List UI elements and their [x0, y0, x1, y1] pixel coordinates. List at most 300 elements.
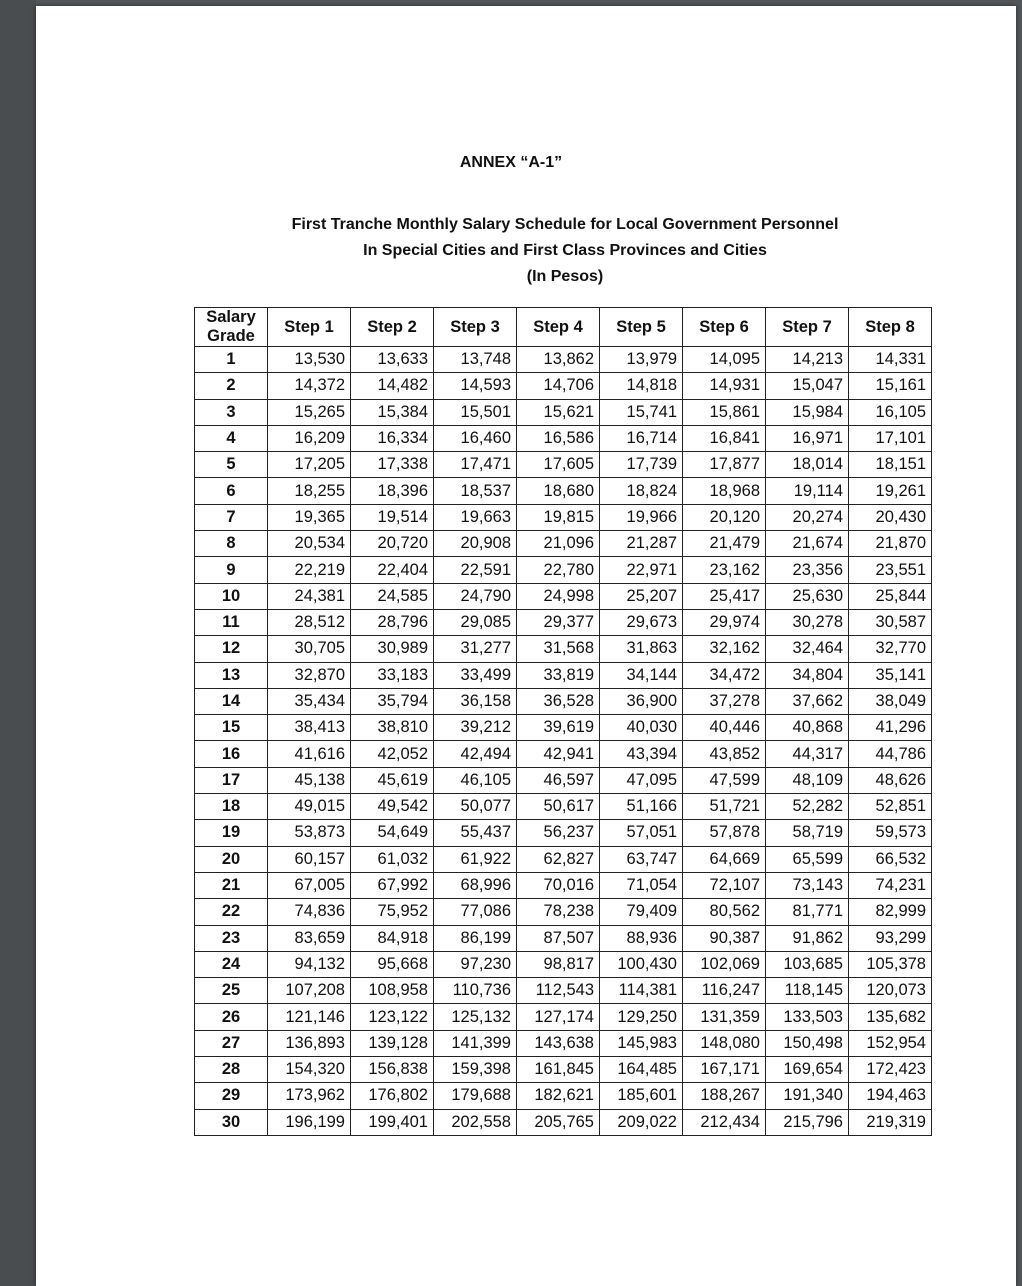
salary-value-cell: 17,739: [600, 452, 683, 478]
salary-value-cell: 179,688: [434, 1083, 517, 1109]
salary-value-cell: 107,208: [268, 978, 351, 1004]
salary-grade-cell: 5: [195, 452, 268, 478]
salary-value-cell: 63,747: [600, 846, 683, 872]
salary-value-cell: 13,530: [268, 347, 351, 373]
table-row: [195, 767, 932, 793]
salary-value-cell: 14,213: [766, 347, 849, 373]
salary-value-cell: 37,278: [683, 688, 766, 714]
salary-value-cell: 97,230: [434, 951, 517, 977]
salary-value-cell: 75,952: [351, 899, 434, 925]
salary-value-cell: 52,851: [849, 794, 932, 820]
salary-value-cell: 33,819: [517, 662, 600, 688]
salary-grade-cell: 8: [195, 531, 268, 557]
salary-value-cell: 139,128: [351, 1030, 434, 1056]
salary-value-cell: 20,430: [849, 504, 932, 530]
salary-value-cell: 19,365: [268, 504, 351, 530]
salary-value-cell: 20,720: [351, 531, 434, 557]
salary-value-cell: 159,398: [434, 1057, 517, 1083]
salary-value-cell: 57,051: [600, 820, 683, 846]
salary-grade-cell: 2: [195, 373, 268, 399]
salary-value-cell: 205,765: [517, 1109, 600, 1135]
salary-value-cell: 28,796: [351, 609, 434, 635]
table-row: [195, 715, 932, 741]
salary-value-cell: 13,748: [434, 347, 517, 373]
salary-value-cell: 39,619: [517, 715, 600, 741]
salary-value-cell: 18,014: [766, 452, 849, 478]
salary-value-cell: 14,095: [683, 347, 766, 373]
document-page: [36, 6, 1016, 1286]
salary-value-cell: 17,338: [351, 452, 434, 478]
table-row: [195, 846, 932, 872]
salary-value-cell: 18,680: [517, 478, 600, 504]
salary-value-cell: 19,815: [517, 504, 600, 530]
table-row: [195, 478, 932, 504]
salary-value-cell: 31,568: [517, 636, 600, 662]
salary-value-cell: 13,979: [600, 347, 683, 373]
salary-value-cell: 44,317: [766, 741, 849, 767]
salary-value-cell: 16,105: [849, 399, 932, 425]
salary-value-cell: 25,207: [600, 583, 683, 609]
salary-value-cell: 61,922: [434, 846, 517, 872]
salary-value-cell: 15,621: [517, 399, 600, 425]
step-header: Step 8: [849, 308, 932, 347]
salary-value-cell: 32,162: [683, 636, 766, 662]
salary-grade-cell: 25: [195, 978, 268, 1004]
salary-value-cell: 46,597: [517, 767, 600, 793]
salary-value-cell: 54,649: [351, 820, 434, 846]
step-header: Step 5: [600, 308, 683, 347]
salary-value-cell: 21,479: [683, 531, 766, 557]
table-row: [195, 347, 932, 373]
salary-value-cell: 83,659: [268, 925, 351, 951]
salary-value-cell: 18,968: [683, 478, 766, 504]
table-row: [195, 1030, 932, 1056]
salary-value-cell: 43,394: [600, 741, 683, 767]
salary-value-cell: 40,446: [683, 715, 766, 741]
step-header: Step 2: [351, 308, 434, 347]
table-row: [195, 452, 932, 478]
salary-value-cell: 20,120: [683, 504, 766, 530]
salary-schedule-table: [194, 307, 932, 1136]
salary-value-cell: 14,818: [600, 373, 683, 399]
salary-value-cell: 135,682: [849, 1004, 932, 1030]
salary-value-cell: 25,417: [683, 583, 766, 609]
salary-value-cell: 185,601: [600, 1083, 683, 1109]
salary-value-cell: 118,145: [766, 978, 849, 1004]
title-line-3: (In Pesos): [526, 268, 604, 285]
salary-value-cell: 15,384: [351, 399, 434, 425]
salary-value-cell: 25,844: [849, 583, 932, 609]
salary-grade-cell: 6: [195, 478, 268, 504]
salary-value-cell: 161,845: [517, 1057, 600, 1083]
salary-value-cell: 82,999: [849, 899, 932, 925]
salary-grade-cell: 18: [195, 794, 268, 820]
table-row: [195, 1083, 932, 1109]
salary-value-cell: 18,396: [351, 478, 434, 504]
salary-value-cell: 136,893: [268, 1030, 351, 1056]
salary-value-cell: 15,741: [600, 399, 683, 425]
salary-value-cell: 23,162: [683, 557, 766, 583]
schedule-title: [0, 212, 1022, 290]
salary-value-cell: 36,528: [517, 688, 600, 714]
salary-grade-cell: 1: [195, 347, 268, 373]
salary-grade-cell: 14: [195, 688, 268, 714]
salary-value-cell: 167,171: [683, 1057, 766, 1083]
salary-value-cell: 100,430: [600, 951, 683, 977]
salary-value-cell: 215,796: [766, 1109, 849, 1135]
salary-value-cell: 13,862: [517, 347, 600, 373]
salary-value-cell: 29,377: [517, 609, 600, 635]
salary-value-cell: 79,409: [600, 899, 683, 925]
salary-value-cell: 29,673: [600, 609, 683, 635]
salary-value-cell: 50,077: [434, 794, 517, 820]
salary-value-cell: 102,069: [683, 951, 766, 977]
salary-value-cell: 35,794: [351, 688, 434, 714]
salary-value-cell: 169,654: [766, 1057, 849, 1083]
table-row: [195, 531, 932, 557]
salary-value-cell: 103,685: [766, 951, 849, 977]
salary-value-cell: 18,824: [600, 478, 683, 504]
salary-grade-cell: 22: [195, 899, 268, 925]
salary-grade-cell: 29: [195, 1083, 268, 1109]
salary-value-cell: 47,599: [683, 767, 766, 793]
salary-value-cell: 16,841: [683, 425, 766, 451]
salary-value-cell: 13,633: [351, 347, 434, 373]
salary-value-cell: 45,619: [351, 767, 434, 793]
salary-value-cell: 80,562: [683, 899, 766, 925]
salary-value-cell: 50,617: [517, 794, 600, 820]
salary-value-cell: 38,049: [849, 688, 932, 714]
salary-value-cell: 15,501: [434, 399, 517, 425]
salary-value-cell: 66,532: [849, 846, 932, 872]
salary-value-cell: 39,212: [434, 715, 517, 741]
salary-grade-header-line1: Salary: [206, 308, 256, 326]
salary-table-wrapper: [194, 307, 932, 1136]
salary-value-cell: 105,378: [849, 951, 932, 977]
salary-grade-cell: 28: [195, 1057, 268, 1083]
salary-value-cell: 202,558: [434, 1109, 517, 1135]
salary-value-cell: 21,674: [766, 531, 849, 557]
salary-value-cell: 67,005: [268, 872, 351, 898]
salary-value-cell: 49,015: [268, 794, 351, 820]
salary-value-cell: 71,054: [600, 872, 683, 898]
salary-grade-cell: 13: [195, 662, 268, 688]
salary-value-cell: 219,319: [849, 1109, 932, 1135]
salary-value-cell: 108,958: [351, 978, 434, 1004]
table-row: [195, 741, 932, 767]
salary-value-cell: 16,714: [600, 425, 683, 451]
title-line-2: In Special Cities and First Class Provinces and Cities: [363, 242, 767, 259]
salary-grade-header: [195, 308, 268, 347]
salary-value-cell: 70,016: [517, 872, 600, 898]
salary-value-cell: 41,616: [268, 741, 351, 767]
salary-value-cell: 56,237: [517, 820, 600, 846]
salary-value-cell: 125,132: [434, 1004, 517, 1030]
salary-value-cell: 116,247: [683, 978, 766, 1004]
salary-value-cell: 164,485: [600, 1057, 683, 1083]
salary-value-cell: 44,786: [849, 741, 932, 767]
annex-title: ANNEX “A-1”: [459, 154, 563, 171]
table-row: [195, 978, 932, 1004]
salary-value-cell: 91,862: [766, 925, 849, 951]
table-row: [195, 557, 932, 583]
salary-value-cell: 20,274: [766, 504, 849, 530]
salary-value-cell: 32,770: [849, 636, 932, 662]
salary-value-cell: 53,873: [268, 820, 351, 846]
table-row: [195, 1057, 932, 1083]
salary-value-cell: 42,494: [434, 741, 517, 767]
salary-value-cell: 30,278: [766, 609, 849, 635]
table-row: [195, 1109, 932, 1135]
salary-value-cell: 188,267: [683, 1083, 766, 1109]
salary-value-cell: 20,534: [268, 531, 351, 557]
salary-grade-cell: 17: [195, 767, 268, 793]
table-row: [195, 636, 932, 662]
salary-value-cell: 86,199: [434, 925, 517, 951]
salary-value-cell: 36,158: [434, 688, 517, 714]
salary-value-cell: 17,101: [849, 425, 932, 451]
salary-value-cell: 78,238: [517, 899, 600, 925]
salary-value-cell: 81,771: [766, 899, 849, 925]
salary-value-cell: 16,971: [766, 425, 849, 451]
table-header-row: [195, 308, 932, 347]
salary-value-cell: 22,404: [351, 557, 434, 583]
salary-value-cell: 176,802: [351, 1083, 434, 1109]
salary-value-cell: 51,721: [683, 794, 766, 820]
salary-grade-cell: 4: [195, 425, 268, 451]
salary-value-cell: 60,157: [268, 846, 351, 872]
salary-value-cell: 20,908: [434, 531, 517, 557]
salary-value-cell: 31,277: [434, 636, 517, 662]
salary-value-cell: 133,503: [766, 1004, 849, 1030]
table-row: [195, 399, 932, 425]
salary-grade-cell: 15: [195, 715, 268, 741]
table-row: [195, 504, 932, 530]
salary-value-cell: 21,096: [517, 531, 600, 557]
salary-value-cell: 35,141: [849, 662, 932, 688]
salary-value-cell: 23,356: [766, 557, 849, 583]
salary-value-cell: 14,372: [268, 373, 351, 399]
salary-value-cell: 19,261: [849, 478, 932, 504]
salary-value-cell: 48,109: [766, 767, 849, 793]
salary-value-cell: 120,073: [849, 978, 932, 1004]
salary-grade-cell: 26: [195, 1004, 268, 1030]
salary-value-cell: 32,870: [268, 662, 351, 688]
salary-grade-cell: 10: [195, 583, 268, 609]
salary-value-cell: 47,095: [600, 767, 683, 793]
salary-value-cell: 24,790: [434, 583, 517, 609]
salary-value-cell: 22,219: [268, 557, 351, 583]
salary-value-cell: 14,482: [351, 373, 434, 399]
salary-grade-cell: 12: [195, 636, 268, 662]
salary-value-cell: 154,320: [268, 1057, 351, 1083]
salary-value-cell: 61,032: [351, 846, 434, 872]
title-line-1: First Tranche Monthly Salary Schedule for Local Government Personnel: [291, 216, 839, 233]
salary-value-cell: 199,401: [351, 1109, 434, 1135]
salary-value-cell: 74,231: [849, 872, 932, 898]
salary-value-cell: 37,662: [766, 688, 849, 714]
salary-value-cell: 19,663: [434, 504, 517, 530]
salary-value-cell: 16,460: [434, 425, 517, 451]
salary-value-cell: 141,399: [434, 1030, 517, 1056]
salary-grade-cell: 27: [195, 1030, 268, 1056]
salary-grade-cell: 3: [195, 399, 268, 425]
salary-grade-header-line2: Grade: [207, 327, 255, 345]
salary-value-cell: 143,638: [517, 1030, 600, 1056]
step-header: Step 3: [434, 308, 517, 347]
salary-value-cell: 191,340: [766, 1083, 849, 1109]
salary-value-cell: 41,296: [849, 715, 932, 741]
salary-value-cell: 14,331: [849, 347, 932, 373]
salary-value-cell: 38,413: [268, 715, 351, 741]
salary-value-cell: 25,630: [766, 583, 849, 609]
salary-value-cell: 35,434: [268, 688, 351, 714]
salary-value-cell: 16,334: [351, 425, 434, 451]
salary-value-cell: 14,706: [517, 373, 600, 399]
salary-grade-cell: 19: [195, 820, 268, 846]
table-row: [195, 1004, 932, 1030]
table-row: [195, 820, 932, 846]
table-row: [195, 373, 932, 399]
salary-value-cell: 22,780: [517, 557, 600, 583]
salary-value-cell: 40,030: [600, 715, 683, 741]
salary-value-cell: 150,498: [766, 1030, 849, 1056]
salary-value-cell: 93,299: [849, 925, 932, 951]
salary-value-cell: 84,918: [351, 925, 434, 951]
salary-value-cell: 19,514: [351, 504, 434, 530]
salary-value-cell: 72,107: [683, 872, 766, 898]
salary-value-cell: 15,047: [766, 373, 849, 399]
salary-grade-cell: 16: [195, 741, 268, 767]
salary-value-cell: 131,359: [683, 1004, 766, 1030]
salary-value-cell: 30,587: [849, 609, 932, 635]
table-row: [195, 662, 932, 688]
salary-value-cell: 17,605: [517, 452, 600, 478]
salary-value-cell: 29,974: [683, 609, 766, 635]
salary-value-cell: 18,151: [849, 452, 932, 478]
salary-value-cell: 19,966: [600, 504, 683, 530]
salary-value-cell: 173,962: [268, 1083, 351, 1109]
salary-value-cell: 182,621: [517, 1083, 600, 1109]
salary-value-cell: 67,992: [351, 872, 434, 898]
salary-value-cell: 49,542: [351, 794, 434, 820]
salary-value-cell: 43,852: [683, 741, 766, 767]
salary-value-cell: 98,817: [517, 951, 600, 977]
salary-value-cell: 36,900: [600, 688, 683, 714]
salary-value-cell: 15,161: [849, 373, 932, 399]
salary-value-cell: 172,423: [849, 1057, 932, 1083]
salary-value-cell: 87,507: [517, 925, 600, 951]
salary-value-cell: 40,868: [766, 715, 849, 741]
table-row: [195, 951, 932, 977]
salary-grade-cell: 7: [195, 504, 268, 530]
salary-value-cell: 34,472: [683, 662, 766, 688]
salary-value-cell: 64,669: [683, 846, 766, 872]
salary-value-cell: 42,941: [517, 741, 600, 767]
salary-value-cell: 16,586: [517, 425, 600, 451]
salary-value-cell: 24,998: [517, 583, 600, 609]
salary-value-cell: 22,971: [600, 557, 683, 583]
salary-value-cell: 90,387: [683, 925, 766, 951]
salary-value-cell: 88,936: [600, 925, 683, 951]
table-row: [195, 925, 932, 951]
table-row: [195, 583, 932, 609]
salary-value-cell: 34,804: [766, 662, 849, 688]
salary-value-cell: 24,381: [268, 583, 351, 609]
salary-value-cell: 33,183: [351, 662, 434, 688]
viewer-left-gutter: [0, 0, 36, 1286]
salary-value-cell: 48,626: [849, 767, 932, 793]
salary-value-cell: 23,551: [849, 557, 932, 583]
table-row: [195, 872, 932, 898]
salary-grade-cell: 20: [195, 846, 268, 872]
salary-grade-cell: 11: [195, 609, 268, 635]
salary-value-cell: 58,719: [766, 820, 849, 846]
salary-value-cell: 114,381: [600, 978, 683, 1004]
salary-value-cell: 19,114: [766, 478, 849, 504]
salary-value-cell: 194,463: [849, 1083, 932, 1109]
salary-value-cell: 33,499: [434, 662, 517, 688]
salary-value-cell: 17,471: [434, 452, 517, 478]
salary-value-cell: 121,146: [268, 1004, 351, 1030]
salary-value-cell: 94,132: [268, 951, 351, 977]
salary-value-cell: 24,585: [351, 583, 434, 609]
step-header: Step 7: [766, 308, 849, 347]
salary-value-cell: 45,138: [268, 767, 351, 793]
step-header: Step 4: [517, 308, 600, 347]
salary-value-cell: 29,085: [434, 609, 517, 635]
salary-value-cell: 15,265: [268, 399, 351, 425]
salary-value-cell: 14,931: [683, 373, 766, 399]
salary-grade-cell: 24: [195, 951, 268, 977]
table-row: [195, 688, 932, 714]
salary-value-cell: 46,105: [434, 767, 517, 793]
salary-value-cell: 55,437: [434, 820, 517, 846]
salary-value-cell: 51,166: [600, 794, 683, 820]
step-header: Step 1: [268, 308, 351, 347]
salary-value-cell: 30,989: [351, 636, 434, 662]
salary-value-cell: 14,593: [434, 373, 517, 399]
salary-value-cell: 52,282: [766, 794, 849, 820]
salary-value-cell: 209,022: [600, 1109, 683, 1135]
salary-value-cell: 112,543: [517, 978, 600, 1004]
salary-value-cell: 129,250: [600, 1004, 683, 1030]
salary-value-cell: 65,599: [766, 846, 849, 872]
salary-value-cell: 15,984: [766, 399, 849, 425]
salary-value-cell: 42,052: [351, 741, 434, 767]
salary-value-cell: 145,983: [600, 1030, 683, 1056]
table-body: [195, 347, 932, 1136]
table-row: [195, 899, 932, 925]
salary-value-cell: 15,861: [683, 399, 766, 425]
salary-grade-cell: 21: [195, 872, 268, 898]
salary-value-cell: 77,086: [434, 899, 517, 925]
salary-value-cell: 38,810: [351, 715, 434, 741]
salary-value-cell: 30,705: [268, 636, 351, 662]
salary-value-cell: 156,838: [351, 1057, 434, 1083]
salary-value-cell: 123,122: [351, 1004, 434, 1030]
table-row: [195, 794, 932, 820]
salary-value-cell: 110,736: [434, 978, 517, 1004]
salary-value-cell: 212,434: [683, 1109, 766, 1135]
salary-value-cell: 21,287: [600, 531, 683, 557]
salary-value-cell: 62,827: [517, 846, 600, 872]
salary-value-cell: 57,878: [683, 820, 766, 846]
step-header: Step 6: [683, 308, 766, 347]
salary-value-cell: 34,144: [600, 662, 683, 688]
salary-value-cell: 17,877: [683, 452, 766, 478]
salary-value-cell: 21,870: [849, 531, 932, 557]
